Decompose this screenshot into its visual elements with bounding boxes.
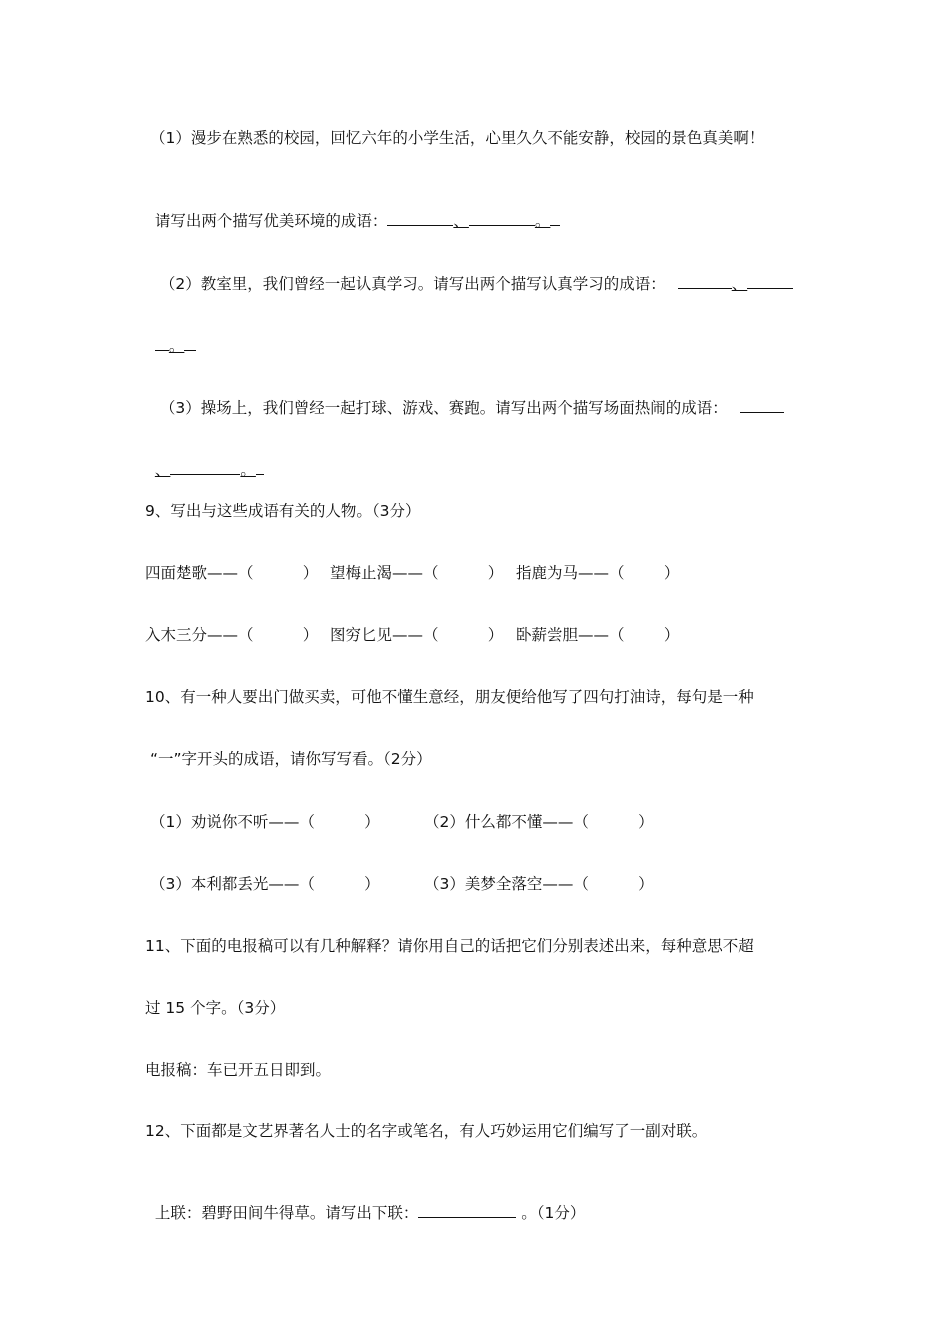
- answer-blank[interactable]: [256, 459, 264, 475]
- q12-prompt-line: [145, 1182, 585, 1223]
- answer-blank[interactable]: [469, 210, 535, 226]
- end-mark: 。: [168, 337, 185, 355]
- q8-item-3-text: （3）操场上，我们曾经一起打球、游戏、赛跑。请写出两个描写场面热闹的成语：: [159, 399, 728, 417]
- q8-item-2-line: [150, 253, 793, 294]
- separator: 、: [154, 461, 171, 479]
- separator: 、: [453, 212, 469, 230]
- q12-title: 12、下面都是文艺界著名人士的名字或笔名，有人巧妙运用它们编写了一副对联。: [145, 1122, 708, 1140]
- q9-row2-item3: 卧薪尝胆——（ ）: [516, 626, 680, 644]
- q10-row1-item2: （2）什么都不懂——（ ）: [424, 813, 654, 831]
- answer-blank[interactable]: [747, 273, 793, 289]
- q8-item-3-continued: [145, 439, 264, 480]
- q10-row1-item1: （1）劝说你不听——（ ）: [150, 813, 380, 831]
- q12-tail: 。（1分）: [516, 1204, 586, 1222]
- q8-item-3-line: [150, 377, 784, 418]
- q8-item-2-text: （2）教室里，我们曾经一起认真学习。请写出两个描写认真学习的成语：: [159, 275, 666, 293]
- q9-row1-item2: 望梅止渴——（ ）: [330, 564, 504, 582]
- answer-blank[interactable]: [184, 335, 196, 351]
- q9-row2-item1: 入木三分——（ ）: [145, 626, 319, 644]
- answer-blank[interactable]: [418, 1202, 516, 1218]
- answer-blank[interactable]: [170, 459, 240, 475]
- q9-title: 9、写出与这些成语有关的人物。（3分）: [145, 502, 421, 520]
- q12-prompt: 上联：碧野田间牛得草。请写出下联：: [154, 1204, 419, 1222]
- separator: 、: [731, 275, 748, 293]
- q8-item-1-prompt-line: [145, 190, 560, 231]
- answer-blank[interactable]: [740, 397, 784, 413]
- q10-title-line2: “一”字开头的成语，请你写写看。（2分）: [150, 750, 432, 768]
- q8-item-2-continued: [145, 315, 196, 356]
- q9-row1-item3: 指鹿为马——（ ）: [516, 564, 680, 582]
- q8-item-1-prompt: 请写出两个描写优美环境的成语：: [154, 212, 388, 230]
- q11-title-line1: 11、下面的电报稿可以有几种解释？请你用自己的话把它们分别表述出来，每种意思不超: [145, 937, 754, 955]
- q11-title-line2: 过 15 个字。（3分）: [145, 999, 286, 1017]
- answer-blank[interactable]: [155, 335, 169, 351]
- q8-item-1-text: （1）漫步在熟悉的校园，回忆六年的小学生活，心里久久不能安静，校园的景色真美啊！: [150, 129, 765, 147]
- end-mark: 。: [534, 212, 551, 230]
- answer-blank[interactable]: [387, 210, 453, 226]
- q10-row2-item1: （3）本利都丢光——（ ）: [150, 875, 380, 893]
- q9-row2-item2: 图穷匕见——（ ）: [330, 626, 504, 644]
- answer-blank[interactable]: [678, 273, 732, 289]
- end-mark: 。: [240, 461, 256, 479]
- q10-title-line1: 10、有一种人要出门做买卖，可他不懂生意经，朋友便给他写了四句打油诗，每句是一种: [145, 688, 754, 706]
- q11-telegram: 电报稿：车已开五日即到。: [145, 1061, 332, 1079]
- answer-blank[interactable]: [550, 210, 560, 226]
- q10-row2-item2: （3）美梦全落空——（ ）: [424, 875, 654, 893]
- q9-row1-item1: 四面楚歌——（ ）: [145, 564, 319, 582]
